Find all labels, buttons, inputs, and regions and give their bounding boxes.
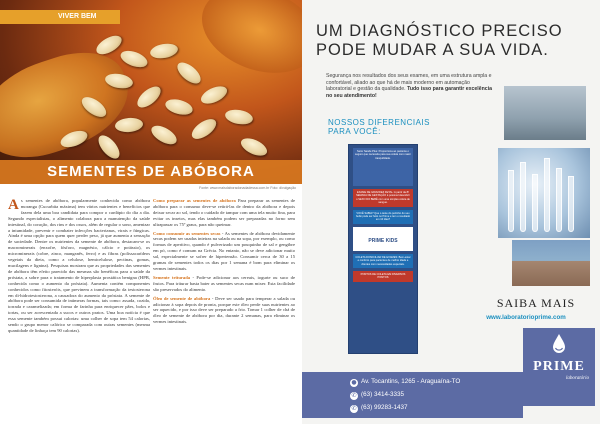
- flyer-block: VOCÊ SABIA? Que o teste do pezinho do seu bebê pode ser feito no Prime e tem o resultado em 10 dias?: [353, 210, 413, 224]
- subheading: Como preparar as sementes de abóbora: [153, 198, 236, 203]
- subheading: Óleo de semente de abóbora: [153, 295, 211, 301]
- ad-intro: [326, 73, 496, 99]
- phone-1: (63) 3414-3335: [361, 391, 405, 398]
- paragraph: - As sementes de abóbora devidamente secas podem ser usadas inteiras na salada ou na sopa, por exemplo, ou como formas de aperitivo, quando é pulverizado um pouquinho de sal e gengibre em pó, como é comum na Grécia. No entanto, não se deve adicionar muito sal, especialmente se sofrer de hipertensão. Consumir cerca de 30 a 15 gramas de sementes todos os dias por 1 semana é bom para eliminar os vermes intestinais.: [153, 230, 295, 271]
- phone-line: [350, 391, 404, 400]
- article-column-1: [8, 198, 150, 337]
- drop-icon: [552, 334, 566, 354]
- ad-headline: UM DIAGNÓSTICO PRECISO PODE MUDAR A SUA VIDA.: [316, 22, 563, 59]
- photo-credit: Fonte: www.maisdaboradonadadessa.com.br Foto: divulgação: [199, 186, 296, 190]
- differentials-title: NOSSOS DIFERENCIAIS PARA VOCÊ:: [328, 118, 430, 136]
- test-tubes-photo: [498, 148, 590, 238]
- flyer-block: PONTOS DE COLETA EM DIVERSOS PONTOS: [353, 271, 413, 282]
- intro-strong: Tudo isso para garantir excelência no seu atendimento!: [326, 86, 493, 99]
- address-line: [350, 378, 460, 387]
- website-link[interactable]: www.laboratorioprime.com: [486, 314, 566, 321]
- prime-logo: [523, 328, 595, 406]
- saiba-mais-heading: SAIBA MAIS: [496, 296, 576, 310]
- phone-icon: ✆: [351, 392, 357, 399]
- article-title: SEMENTES DE ABÓBORA: [0, 160, 302, 184]
- flyer-block: EXAME DE GRAVIDEZ FETAL: A partir da 8ª SEMANA DE GESTAÇÃO é possível descobrir o SEXO DO BEBÊ com uma simples coleta de sangue.: [353, 189, 413, 207]
- section-tag: VIVER BEM: [0, 10, 120, 24]
- flyer-block: COLETA DOMICILIAR DE EXAMES: Bem-estar e conforto para pacientes de melhor idade e clientes com necessidades especiais.: [353, 254, 413, 268]
- flyer-block: Setor Saúde Plus: Proporciona ao paciente o seguro que necessita para sua coleta com maior tranquilidade.: [353, 148, 413, 186]
- dropcap: A: [8, 197, 19, 213]
- whatsapp-line: [350, 404, 408, 413]
- advertisement-page: [302, 0, 600, 424]
- paragraph: - Pode-se adicionar aos cereais, iogurte ou suco de frutos. Para triturar basta bater as sementes secas num mixer. Esta facilidade são preservados do alimento.: [153, 274, 295, 292]
- intro-text: Segurança nos resultados dos seus exames, em uma estrutura ampla e confortável, aliado ao que há de mais moderno em automação laboratorial e gestão da qualidade.: [326, 73, 492, 93]
- paragraph: s sementes de abóbora, popularmente conhecida como abóbora moranga (Cucurbita máxima) tem vários nutrientes e benefícios que fazem dela uma boa candidata para compor o cardápio do dia a dia. Segundo especialistas, o alimento colabora para a manutenção da saúde intestinal, do coração, dos rins e dos ossos, além de regular o sono, amenizar a intumidade, prevenir e combater infecções bacterianas, virais e fúngicas. Ainda é uma opção para quem quer perder peso, já que aumenta a sensação de saciedade. Dentre os nutrientes da semente de abóbora, destacam-se os macrominerais (enxofre, fósforo, magnésio, cálcio e potássio), os microminerais (cobre, zinco, manganês, ferro) e as fibras (polissacarídeos vegetais da dieta, como a celulose, hemicelulose, pectinas, gomas, mucilagens e lignina). Pesquisas mostram que as propriedades das sementes de abóbora têm efeito parecido das mesmas são benéficas para a saúde da próstata, a sobre para o tratamento de hiperplasia prostática benigna (HPB, conhecida como o aumento da próstata). Aumenta contém componentes conhecidos como fitosteróis, que previnem a transformação da testosterona em di-hidrotestosterona, a causadora do aumento da próstata. A semente de abóbora pode ser consumida de inúmeras formas, tais como: assada, cozida, torrada e caramelizada; em forma de farinha para enriquecer pães, bolos e tortas, ou ser acrescentada a sucos e outros pratos. Uma boa notícia é que essa semente também possui calorias: uma colher de sopa tem 54 calorias, sendo o grupo menor calórico se comparada com outras sementes (mesma quantidade de linhaça tem 90 calorias).: [8, 198, 150, 333]
- paragraph: Para preparar as sementes de abóbora para o consumo deve-se retirá-las de dentro da abóbora e depois deixar secar ao sol, tendo o cuidado de tampar com uma tela muito fina, para evitar os insetos, mas elas também podem ser preparadas no forno sem ultrapassar os 75º graus, para não queimar.: [153, 198, 295, 227]
- pumpkin-seeds-photo: [0, 0, 302, 184]
- logo-name: PRIME: [533, 359, 585, 374]
- flyer-block: PRIME KIDS: [353, 227, 413, 251]
- logo-subtitle: laboratório: [565, 376, 589, 381]
- lab-building-photo: [504, 86, 586, 140]
- subheading: Como consumir as sementes secas: [153, 230, 221, 236]
- services-flyer: [348, 144, 418, 354]
- article-column-2: [153, 198, 295, 328]
- subheading: Semente triturada: [153, 274, 191, 280]
- paragraph: - Deve ser usado para temperar a salada ou adicionar à sopa depois de pronta, porque este óleo perde suas nutrientes ao ser aquecido, e por isso deve ser preparado a frio. Tomar 1 colher de chá de óleo de semente de abóbora por dia, durante 2 semanas, para eliminar os vermes intestinais.: [153, 295, 295, 325]
- whatsapp-icon: ✆: [351, 405, 357, 412]
- contact-bar: [302, 372, 523, 418]
- lab-facade-photo: [512, 240, 590, 286]
- location-icon: ●: [351, 379, 357, 386]
- phone-2: (63) 99283-1437: [361, 404, 408, 411]
- address: Av. Tocantins, 1265 - Araguaína-TO: [361, 378, 461, 385]
